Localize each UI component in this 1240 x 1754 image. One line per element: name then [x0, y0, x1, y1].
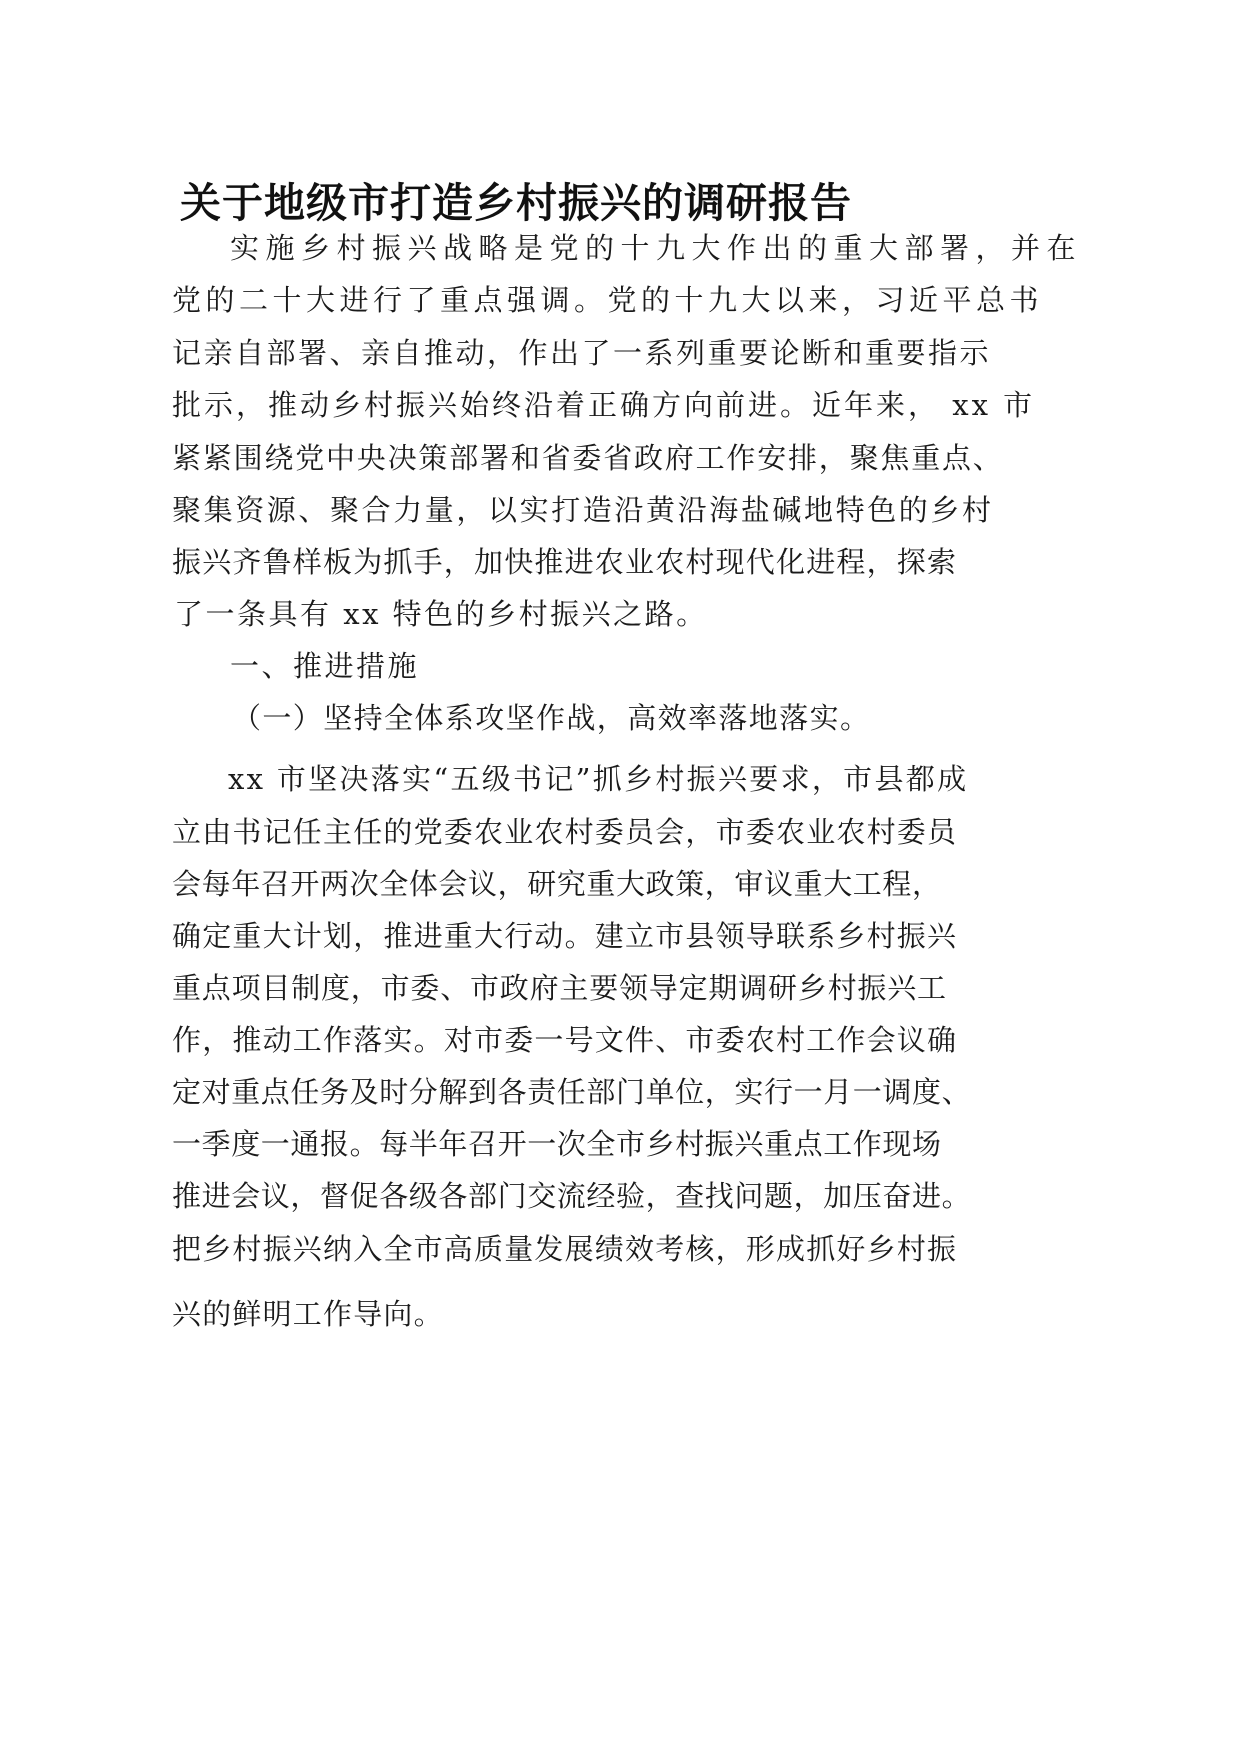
paragraph-1-line-8: 了一条具有 xx 特色的乡村振兴之路。	[174, 597, 708, 631]
paragraph-1-line-2: 党的二十大进行了重点强调。党的十九大以来，习近平总书	[172, 283, 1044, 317]
paragraph-1-line-5: 紧紧围绕党中央决策部署和省委省政府工作安排，聚焦重点、	[172, 441, 1004, 475]
paragraph-2-line-11: 兴的鲜明工作导向。	[172, 1297, 444, 1331]
paragraph-2-line-3: 会每年召开两次全体会议，研究重大政策，审议重大工程，	[172, 867, 942, 901]
paragraph-2-line-7: 定对重点任务及时分解到各责任部门单位，实行一月一调度、	[172, 1075, 972, 1109]
paragraph-1-line-7: 振兴齐鲁样板为抓手，加快推进农业农村现代化进程，探索	[172, 545, 958, 579]
paragraph-2-line-9: 推进会议，督促各级各部门交流经验，查找问题，加压奋进。	[172, 1179, 972, 1213]
paragraph-1-line-6: 聚集资源、聚合力量，以实打造沿黄沿海盐碱地特色的乡村	[172, 493, 994, 527]
paragraph-2-line-1: xx 市坚决落实“五级书记”抓乡村振兴要求，市县都成	[228, 762, 969, 796]
paragraph-2-line-6: 作，推动工作落实。对市委一号文件、市委农村工作会议确	[172, 1023, 958, 1057]
subsection-1-heading: （一）坚持全体系攻坚作战，高效率落地落实。	[232, 701, 871, 735]
paragraph-1-line-1: 实施乡村振兴战略是党的十九大作出的重大部署，并在	[230, 231, 1083, 265]
paragraph-1-line-3: 记亲自部署、亲自推动，作出了一系列重要论断和重要指示	[172, 336, 992, 370]
paragraph-2-line-2: 立由书记任主任的党委农业农村委员会，市委农业农村委员	[172, 815, 958, 849]
paragraph-2-line-10: 把乡村振兴纳入全市高质量发展绩效考核，形成抓好乡村振	[172, 1232, 958, 1266]
paragraph-2-line-5: 重点项目制度，市委、市政府主要领导定期调研乡村振兴工	[172, 971, 947, 1005]
document-title: 关于地级市打造乡村振兴的调研报告	[180, 179, 852, 227]
paragraph-1-line-4: 批示，推动乡村振兴始终沿着正确方向前进。近年来， xx 市	[172, 388, 1036, 422]
paragraph-2-line-4: 确定重大计划，推进重大行动。建立市县领导联系乡村振兴	[172, 919, 958, 953]
section-1-heading: 一、推进措施	[230, 649, 420, 683]
paragraph-2-line-8: 一季度一通报。每半年召开一次全市乡村振兴重点工作现场	[172, 1127, 942, 1161]
